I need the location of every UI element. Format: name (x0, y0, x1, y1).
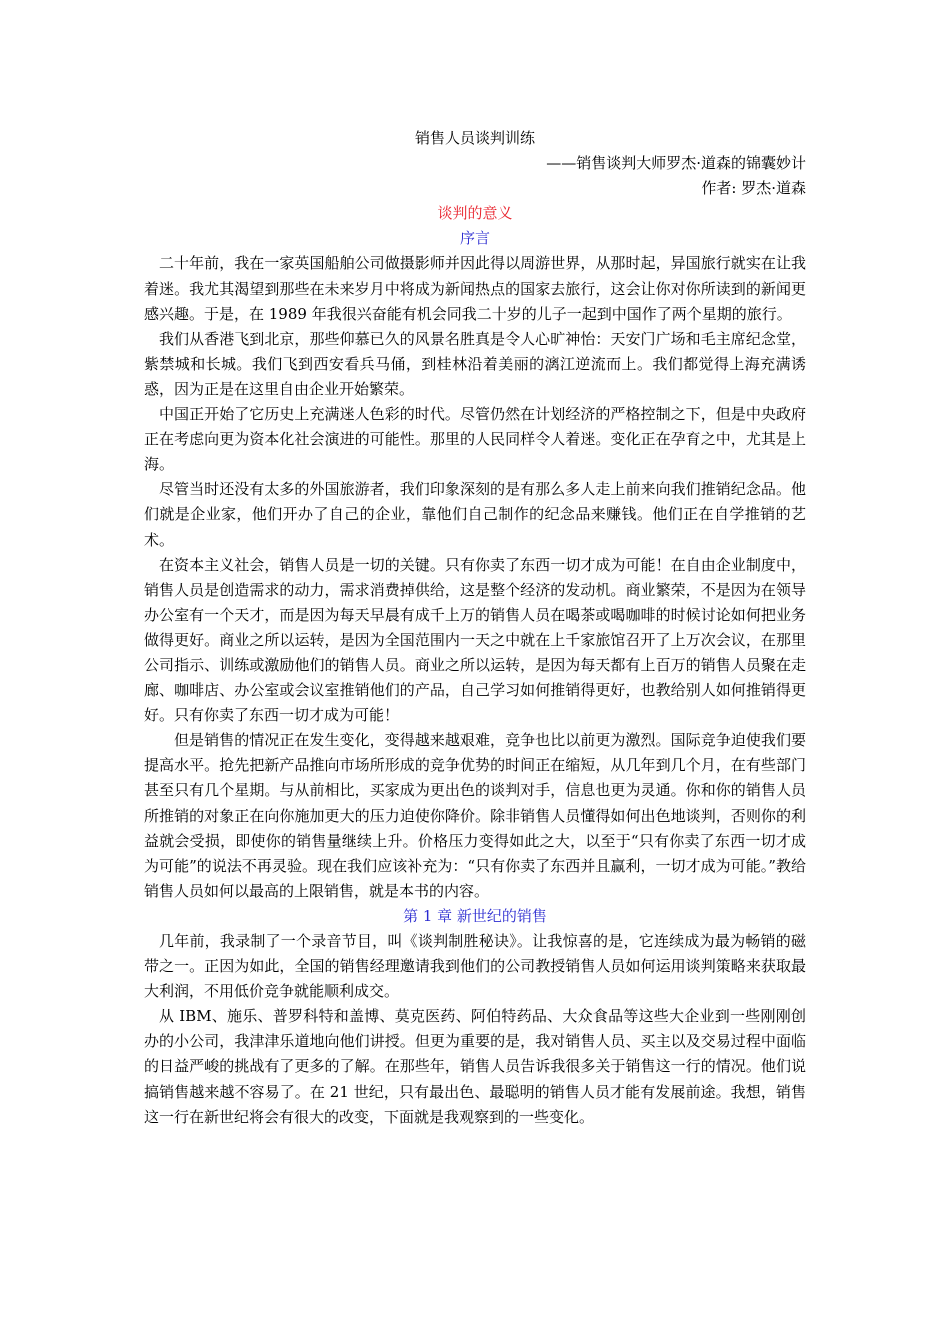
preface-heading: 序言 (459, 229, 490, 248)
document-subtitle: ——销售谈判大师罗杰·道森的锦囊妙计 (546, 154, 806, 173)
document-title: 销售人员谈判训练 (414, 129, 535, 147)
preface-paragraph: 二十年前，我在一家英国船舶公司做摄影师并因此得以周游世界，从那时起，异国旅行就实在让我着迷。我尤其渴望到那些在未来岁月中将成为新闻热点的国家去旅行，这会让你对你所读到的新闻更感兴趣。于是，在 1989 年我很兴奋能有机会同我二十岁的儿子一起到中国作了两个星期的旅行。 (144, 254, 806, 323)
chapter-heading: 第 1 章 新世纪的销售 (403, 906, 547, 925)
chapter-paragraph: 从 IBM、施乐、普罗科特和盖博、莫克医药、阿伯特药品、大众食品等这些大企业到一些刚刚创办的小公司，我津津乐道地向他们讲授。但更为重要的是，我对销售人员、买主以及交易过程中面临的日益严峻的挑战有了更多的了解。在那些年，销售人员告诉我很多关于销售这一行的情况。他们说搞销售越来越不容易了。在 21 世纪，只有最出色、最聪明的销售人员才能有发展前途。我想，销售这一行在新世纪将会有很大的改变，下面就是我观察到的一些变化。 (144, 1007, 806, 1126)
preface-paragraph: 我们从香港飞到北京，那些仰慕已久的风景名胜真是令人心旷神怡：天安门广场和毛主席纪念堂，紫禁城和长城。我们飞到西安看兵马俑，到桂林沿着美丽的漓江逆流而上。我们都觉得上海充满诱惑，因为正是在这里自由企业开始繁荣。 (144, 329, 806, 398)
document-page (144, 126, 806, 1130)
section-heading: 谈判的意义 (437, 204, 513, 223)
document-author: 作者: 罗杰·道森 (701, 179, 806, 198)
preface-paragraph: 尽管当时还没有太多的外国旅游者，我们印象深刻的是有那么多人走上前来向我们推销纪念品。他们就是企业家，他们开办了自己的企业，靠他们自己制作的纪念品来赚钱。他们正在自学推销的艺术。 (144, 480, 806, 549)
preface-paragraph: 中国正开始了它历史上充满迷人色彩的时代。尽管仍然在计划经济的严格控制之下，但是中央政府正在考虑向更为资本化社会演进的可能性。那里的人民同样令人着迷。变化正在孕育之中，尤其是上海。 (144, 405, 806, 474)
chapter-paragraph: 几年前，我录制了一个录音节目，叫《谈判制胜秘诀》。让我惊喜的是，它连续成为最为畅销的磁带之一。正因为如此，全国的销售经理邀请我到他们的公司教授销售人员如何运用谈判策略来获取最大利润，不用低价竞争就能顺利成交。 (144, 932, 806, 1001)
preface-paragraph: 在资本主义社会，销售人员是一切的关键。只有你卖了东西一切才成为可能！在自由企业制度中，销售人员是创造需求的动力，需求消费掉供给，这是整个经济的发动机。商业繁荣，不是因为在领导办公室有一个天才，而是因为每天早晨有成千上万的销售人员在喝茶或喝咖啡的时候讨论如何把业务做得更好。商业之所以运转，是因为全国范围内一天之中就在上千家旅馆召开了上万次会议，在那里公司指示、训练或激励他们的销售人员。商业之所以运转，是因为每天都有上百万的销售人员聚在走廊、咖啡店、办公室或会议室推销他们的产品，自己学习如何推销得更好，也教给别人如何推销得更好。只有你卖了东西一切才成为可能！ (144, 555, 806, 725)
preface-paragraph: 但是销售的情况正在发生变化，变得越来越艰难，竞争也比以前更为激烈。国际竞争迫使我们要提高水平。抢先把新产品推向市场所形成的竞争优势的时间正在缩短，从几年到几个月，在有些部门甚至只有几个星期。与从前相比，买家成为更出色的谈判对手，信息也更为灵通。你和你的销售人员所推销的对象正在向你施加更大的压力迫使你降价。除非销售人员懂得如何出色地谈判，否则你的利益就会受损，即使你的销售量继续上升。价格压力变得如此之大，以至于“只有你卖了东西一切才成为可能”的说法不再灵验。现在我们应该补充为：“只有你卖了东西并且赢利，一切才成为可能。”教给销售人员如何以最高的上限销售，就是本书的内容。 (144, 731, 806, 900)
